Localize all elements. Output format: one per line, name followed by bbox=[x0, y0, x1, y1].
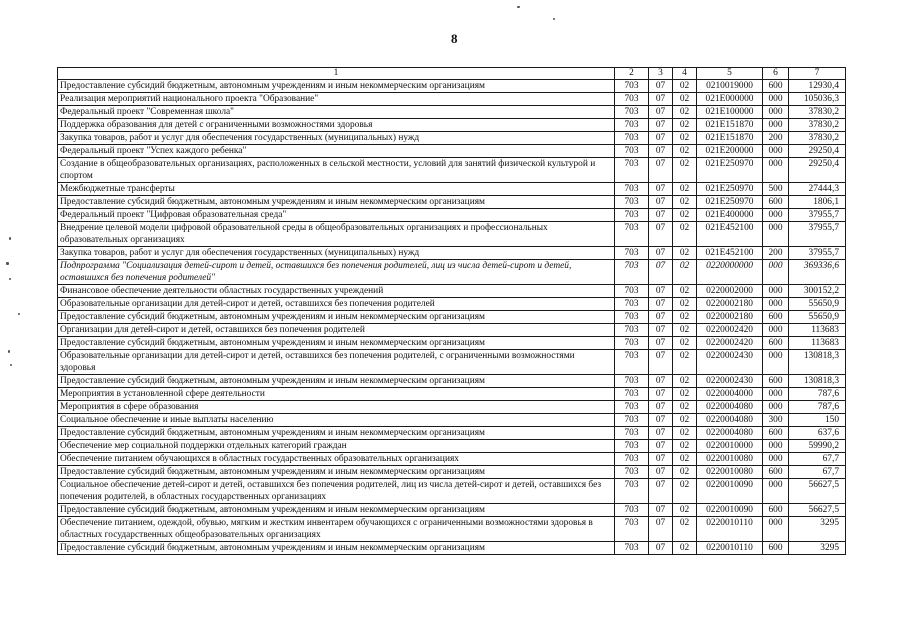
ministry-code-cell: 703 bbox=[615, 440, 649, 453]
item-name-cell: Обеспечение питанием, одеждой, обувью, мягким и жестким инвентарем обучающихся с ограниченными возможностями здоровья в областных государственных общеобразовательных организациях bbox=[58, 517, 615, 542]
ministry-code-cell: 703 bbox=[615, 260, 649, 285]
amount-cell: 113683 bbox=[789, 337, 846, 350]
table-row bbox=[58, 517, 846, 542]
subsection-code-cell: 02 bbox=[673, 466, 697, 479]
target-article-cell: 0220004080 bbox=[697, 401, 763, 414]
section-code-cell: 07 bbox=[649, 93, 673, 106]
target-article-cell: 021E000000 bbox=[697, 93, 763, 106]
section-code-cell: 07 bbox=[649, 479, 673, 504]
subsection-code-cell: 02 bbox=[673, 414, 697, 427]
subsection-code-cell: 02 bbox=[673, 285, 697, 298]
target-article-cell: 0220004000 bbox=[697, 388, 763, 401]
table-row bbox=[58, 440, 846, 453]
target-article-cell: 0220002420 bbox=[697, 324, 763, 337]
table-row bbox=[58, 466, 846, 479]
item-name-cell: Мероприятия в установленной сфере деятельности bbox=[58, 388, 615, 401]
ministry-code-cell: 703 bbox=[615, 466, 649, 479]
target-article-cell: 021E151870 bbox=[697, 119, 763, 132]
subsection-code-cell: 02 bbox=[673, 145, 697, 158]
expense-type-cell: 000 bbox=[763, 440, 789, 453]
section-code-cell: 07 bbox=[649, 158, 673, 183]
subsection-code-cell: 02 bbox=[673, 209, 697, 222]
item-name-cell: Предоставление субсидий бюджетным, автономным учреждениям и иным некоммерческим организациям bbox=[58, 427, 615, 440]
amount-cell: 637,6 bbox=[789, 427, 846, 440]
expense-type-cell: 000 bbox=[763, 401, 789, 414]
table-row bbox=[58, 209, 846, 222]
ministry-code-cell: 703 bbox=[615, 337, 649, 350]
column-header: 6 bbox=[763, 68, 789, 80]
subsection-code-cell: 02 bbox=[673, 80, 697, 93]
ministry-code-cell: 703 bbox=[615, 209, 649, 222]
budget-table bbox=[57, 67, 846, 555]
target-article-cell: 0220002430 bbox=[697, 375, 763, 388]
ministry-code-cell: 703 bbox=[615, 80, 649, 93]
item-name-cell: Социальное обеспечение детей-сирот и детей, оставшихся без попечения родителей, лиц из числа детей-сирот и детей, оставшихся без попечения родителей, в областных государственных организациях bbox=[58, 479, 615, 504]
target-article-cell: 021E452100 bbox=[697, 247, 763, 260]
subsection-code-cell: 02 bbox=[673, 388, 697, 401]
expense-type-cell: 000 bbox=[763, 388, 789, 401]
table-row bbox=[58, 479, 846, 504]
subsection-code-cell: 02 bbox=[673, 479, 697, 504]
target-article-cell: 021E100000 bbox=[697, 106, 763, 119]
table-header-row bbox=[58, 68, 846, 80]
ministry-code-cell: 703 bbox=[615, 106, 649, 119]
amount-cell: 55650,9 bbox=[789, 311, 846, 324]
item-name-cell: Предоставление субсидий бюджетным, автономным учреждениям и иным некоммерческим организациям bbox=[58, 80, 615, 93]
ministry-code-cell: 703 bbox=[615, 298, 649, 311]
expense-type-cell: 000 bbox=[763, 145, 789, 158]
item-name-cell: Предоставление субсидий бюджетным, автономным учреждениям и иным некоммерческим организациям bbox=[58, 311, 615, 324]
table-row bbox=[58, 375, 846, 388]
ministry-code-cell: 703 bbox=[615, 375, 649, 388]
table-row bbox=[58, 222, 846, 247]
subsection-code-cell: 02 bbox=[673, 196, 697, 209]
amount-cell: 300152,2 bbox=[789, 285, 846, 298]
subsection-code-cell: 02 bbox=[673, 504, 697, 517]
amount-cell: 12930,4 bbox=[789, 80, 846, 93]
ministry-code-cell: 703 bbox=[615, 324, 649, 337]
amount-cell: 787,6 bbox=[789, 388, 846, 401]
section-code-cell: 07 bbox=[649, 260, 673, 285]
item-name-cell: Межбюджетные трансферты bbox=[58, 183, 615, 196]
section-code-cell: 07 bbox=[649, 427, 673, 440]
subsection-code-cell: 02 bbox=[673, 222, 697, 247]
section-code-cell: 07 bbox=[649, 466, 673, 479]
subsection-code-cell: 02 bbox=[673, 337, 697, 350]
section-code-cell: 07 bbox=[649, 375, 673, 388]
ministry-code-cell: 703 bbox=[615, 158, 649, 183]
subsection-code-cell: 02 bbox=[673, 324, 697, 337]
amount-cell: 37830,2 bbox=[789, 119, 846, 132]
item-name-cell: Закупка товаров, работ и услуг для обеспечения государственных (муниципальных) нужд bbox=[58, 247, 615, 260]
ministry-code-cell: 703 bbox=[615, 542, 649, 555]
amount-cell: 130818,3 bbox=[789, 375, 846, 388]
expense-type-cell: 600 bbox=[763, 504, 789, 517]
target-article-cell: 0220010110 bbox=[697, 517, 763, 542]
section-code-cell: 07 bbox=[649, 388, 673, 401]
item-name-cell: Образовательные организации для детей-сирот и детей, оставшихся без попечения родителей bbox=[58, 298, 615, 311]
table-row bbox=[58, 388, 846, 401]
amount-cell: 113683 bbox=[789, 324, 846, 337]
subsection-code-cell: 02 bbox=[673, 517, 697, 542]
expense-type-cell: 000 bbox=[763, 350, 789, 375]
section-code-cell: 07 bbox=[649, 504, 673, 517]
section-code-cell: 07 bbox=[649, 132, 673, 145]
amount-cell: 130818,3 bbox=[789, 350, 846, 375]
target-article-cell: 0220002180 bbox=[697, 298, 763, 311]
target-article-cell: 021E250970 bbox=[697, 196, 763, 209]
section-code-cell: 07 bbox=[649, 247, 673, 260]
expense-type-cell: 300 bbox=[763, 414, 789, 427]
expense-type-cell: 000 bbox=[763, 209, 789, 222]
section-code-cell: 07 bbox=[649, 183, 673, 196]
ministry-code-cell: 703 bbox=[615, 401, 649, 414]
ministry-code-cell: 703 bbox=[615, 285, 649, 298]
target-article-cell: 0220010090 bbox=[697, 504, 763, 517]
expense-type-cell: 000 bbox=[763, 222, 789, 247]
item-name-cell: Федеральный проект "Успех каждого ребенка" bbox=[58, 145, 615, 158]
target-article-cell: 0220010110 bbox=[697, 542, 763, 555]
table-row bbox=[58, 453, 846, 466]
scan-speck bbox=[517, 6, 520, 8]
subsection-code-cell: 02 bbox=[673, 183, 697, 196]
amount-cell: 787,6 bbox=[789, 401, 846, 414]
target-article-cell: 0220002420 bbox=[697, 337, 763, 350]
ministry-code-cell: 703 bbox=[615, 132, 649, 145]
table-row bbox=[58, 196, 846, 209]
column-header: 5 bbox=[697, 68, 763, 80]
section-code-cell: 07 bbox=[649, 209, 673, 222]
scan-speck bbox=[8, 350, 10, 353]
subsection-code-cell: 02 bbox=[673, 298, 697, 311]
section-code-cell: 07 bbox=[649, 196, 673, 209]
amount-cell: 37955,7 bbox=[789, 247, 846, 260]
item-name-cell: Предоставление субсидий бюджетным, автономным учреждениям и иным некоммерческим организациям bbox=[58, 466, 615, 479]
section-code-cell: 07 bbox=[649, 350, 673, 375]
subsection-code-cell: 02 bbox=[673, 260, 697, 285]
target-article-cell: 021E200000 bbox=[697, 145, 763, 158]
table-row bbox=[58, 542, 846, 555]
item-name-cell: Предоставление субсидий бюджетным, автономным учреждениям и иным некоммерческим организациям bbox=[58, 196, 615, 209]
section-code-cell: 07 bbox=[649, 106, 673, 119]
target-article-cell: 0220002430 bbox=[697, 350, 763, 375]
table-row bbox=[58, 350, 846, 375]
column-header: 7 bbox=[789, 68, 846, 80]
item-name-cell: Предоставление субсидий бюджетным, автономным учреждениям и иным некоммерческим организациям bbox=[58, 375, 615, 388]
section-code-cell: 07 bbox=[649, 337, 673, 350]
target-article-cell: 0220002000 bbox=[697, 285, 763, 298]
expense-type-cell: 600 bbox=[763, 542, 789, 555]
target-article-cell: 021E151870 bbox=[697, 132, 763, 145]
target-article-cell: 0220010080 bbox=[697, 466, 763, 479]
expense-type-cell: 000 bbox=[763, 93, 789, 106]
amount-cell: 29250,4 bbox=[789, 145, 846, 158]
item-name-cell: Организации для детей-сирот и детей, оставшихся без попечения родителей bbox=[58, 324, 615, 337]
section-code-cell: 07 bbox=[649, 453, 673, 466]
expense-type-cell: 000 bbox=[763, 479, 789, 504]
amount-cell: 1806,1 bbox=[789, 196, 846, 209]
ministry-code-cell: 703 bbox=[615, 453, 649, 466]
table-row bbox=[58, 401, 846, 414]
item-name-cell: Предоставление субсидий бюджетным, автономным учреждениям и иным некоммерческим организациям bbox=[58, 542, 615, 555]
subsection-code-cell: 02 bbox=[673, 401, 697, 414]
amount-cell: 37830,2 bbox=[789, 132, 846, 145]
subsection-code-cell: 02 bbox=[673, 311, 697, 324]
amount-cell: 3295 bbox=[789, 542, 846, 555]
item-name-cell: Социальное обеспечение и иные выплаты населению bbox=[58, 414, 615, 427]
section-code-cell: 07 bbox=[649, 80, 673, 93]
section-code-cell: 07 bbox=[649, 414, 673, 427]
target-article-cell: 0220002180 bbox=[697, 311, 763, 324]
section-code-cell: 07 bbox=[649, 311, 673, 324]
item-name-cell: Реализация мероприятий национального проекта "Образование" bbox=[58, 93, 615, 106]
expense-type-cell: 000 bbox=[763, 298, 789, 311]
section-code-cell: 07 bbox=[649, 145, 673, 158]
table-row bbox=[58, 132, 846, 145]
subsection-code-cell: 02 bbox=[673, 106, 697, 119]
ministry-code-cell: 703 bbox=[615, 388, 649, 401]
section-code-cell: 07 bbox=[649, 542, 673, 555]
ministry-code-cell: 703 bbox=[615, 517, 649, 542]
table-row bbox=[58, 337, 846, 350]
ministry-code-cell: 703 bbox=[615, 427, 649, 440]
page-number: 8 bbox=[451, 31, 458, 46]
expense-type-cell: 000 bbox=[763, 517, 789, 542]
section-code-cell: 07 bbox=[649, 222, 673, 247]
table-row bbox=[58, 311, 846, 324]
amount-cell: 37955,7 bbox=[789, 209, 846, 222]
item-name-cell: Финансовое обеспечение деятельности областных государственных учреждений bbox=[58, 285, 615, 298]
target-article-cell: 0220000000 bbox=[697, 260, 763, 285]
ministry-code-cell: 703 bbox=[615, 350, 649, 375]
column-header: 1 bbox=[58, 68, 615, 80]
item-name-cell: Создание в общеобразовательных организациях, расположенных в сельской местности, условий для занятий физической культурой и спортом bbox=[58, 158, 615, 183]
table-row bbox=[58, 183, 846, 196]
subsection-code-cell: 02 bbox=[673, 93, 697, 106]
expense-type-cell: 500 bbox=[763, 183, 789, 196]
target-article-cell: 0220010000 bbox=[697, 440, 763, 453]
target-article-cell: 0210019000 bbox=[697, 80, 763, 93]
ministry-code-cell: 703 bbox=[615, 119, 649, 132]
target-article-cell: 021E452100 bbox=[697, 222, 763, 247]
amount-cell: 105036,3 bbox=[789, 93, 846, 106]
item-name-cell: Подпрограмма "Социализация детей-сирот и детей, оставшихся без попечения родителей, лиц из числа детей-сирот и детей, оставшихся без попечения родителей" bbox=[58, 260, 615, 285]
scan-speck bbox=[9, 278, 11, 280]
item-name-cell: Предоставление субсидий бюджетным, автономным учреждениям и иным некоммерческим организациям bbox=[58, 337, 615, 350]
ministry-code-cell: 703 bbox=[615, 183, 649, 196]
ministry-code-cell: 703 bbox=[615, 196, 649, 209]
table-row bbox=[58, 414, 846, 427]
subsection-code-cell: 02 bbox=[673, 375, 697, 388]
ministry-code-cell: 703 bbox=[615, 145, 649, 158]
amount-cell: 37955,7 bbox=[789, 222, 846, 247]
ministry-code-cell: 703 bbox=[615, 504, 649, 517]
item-name-cell: Федеральный проект "Современная школа" bbox=[58, 106, 615, 119]
expense-type-cell: 600 bbox=[763, 427, 789, 440]
target-article-cell: 0220004080 bbox=[697, 414, 763, 427]
amount-cell: 3295 bbox=[789, 517, 846, 542]
expense-type-cell: 000 bbox=[763, 106, 789, 119]
table-row bbox=[58, 106, 846, 119]
expense-type-cell: 000 bbox=[763, 453, 789, 466]
amount-cell: 150 bbox=[789, 414, 846, 427]
table-row bbox=[58, 247, 846, 260]
ministry-code-cell: 703 bbox=[615, 414, 649, 427]
item-name-cell: Предоставление субсидий бюджетным, автономным учреждениям и иным некоммерческим организациям bbox=[58, 504, 615, 517]
table-row bbox=[58, 80, 846, 93]
item-name-cell: Обеспечение питанием обучающихся в областных государственных образовательных организациях bbox=[58, 453, 615, 466]
expense-type-cell: 600 bbox=[763, 80, 789, 93]
scan-speck bbox=[9, 237, 11, 240]
column-header: 3 bbox=[649, 68, 673, 80]
item-name-cell: Федеральный проект "Цифровая образовательная среда" bbox=[58, 209, 615, 222]
item-name-cell: Поддержка образования для детей с ограниченными возможностями здоровья bbox=[58, 119, 615, 132]
amount-cell: 67,7 bbox=[789, 466, 846, 479]
expense-type-cell: 200 bbox=[763, 247, 789, 260]
scan-speck bbox=[10, 364, 12, 366]
target-article-cell: 021E250970 bbox=[697, 158, 763, 183]
amount-cell: 67,7 bbox=[789, 453, 846, 466]
expense-type-cell: 600 bbox=[763, 196, 789, 209]
target-article-cell: 0220010080 bbox=[697, 453, 763, 466]
subsection-code-cell: 02 bbox=[673, 247, 697, 260]
table-row bbox=[58, 260, 846, 285]
amount-cell: 27444,3 bbox=[789, 183, 846, 196]
table-row bbox=[58, 427, 846, 440]
table-row bbox=[58, 145, 846, 158]
subsection-code-cell: 02 bbox=[673, 453, 697, 466]
amount-cell: 59990,2 bbox=[789, 440, 846, 453]
amount-cell: 56627,5 bbox=[789, 479, 846, 504]
ministry-code-cell: 703 bbox=[615, 311, 649, 324]
section-code-cell: 07 bbox=[649, 119, 673, 132]
expense-type-cell: 000 bbox=[763, 158, 789, 183]
expense-type-cell: 000 bbox=[763, 285, 789, 298]
table-row bbox=[58, 119, 846, 132]
expense-type-cell: 000 bbox=[763, 324, 789, 337]
section-code-cell: 07 bbox=[649, 440, 673, 453]
subsection-code-cell: 02 bbox=[673, 158, 697, 183]
section-code-cell: 07 bbox=[649, 401, 673, 414]
amount-cell: 37830,2 bbox=[789, 106, 846, 119]
scan-speck bbox=[18, 313, 20, 315]
target-article-cell: 0220004080 bbox=[697, 427, 763, 440]
ministry-code-cell: 703 bbox=[615, 247, 649, 260]
target-article-cell: 0220010090 bbox=[697, 479, 763, 504]
expense-type-cell: 000 bbox=[763, 119, 789, 132]
section-code-cell: 07 bbox=[649, 285, 673, 298]
item-name-cell: Внедрение целевой модели цифровой образовательной среды в общеобразовательных организациях и профессиональных образовательных организациях bbox=[58, 222, 615, 247]
expense-type-cell: 000 bbox=[763, 260, 789, 285]
table-row bbox=[58, 298, 846, 311]
item-name-cell: Образовательные организации для детей-сирот и детей, оставшихся без попечения родителей, с ограниченными возможностями здоровья bbox=[58, 350, 615, 375]
table-row bbox=[58, 504, 846, 517]
column-header: 4 bbox=[673, 68, 697, 80]
target-article-cell: 021E400000 bbox=[697, 209, 763, 222]
ministry-code-cell: 703 bbox=[615, 479, 649, 504]
ministry-code-cell: 703 bbox=[615, 93, 649, 106]
section-code-cell: 07 bbox=[649, 324, 673, 337]
expense-type-cell: 600 bbox=[763, 466, 789, 479]
subsection-code-cell: 02 bbox=[673, 542, 697, 555]
item-name-cell: Закупка товаров, работ и услуг для обеспечения государственных (муниципальных) нужд bbox=[58, 132, 615, 145]
amount-cell: 29250,4 bbox=[789, 158, 846, 183]
amount-cell: 369336,6 bbox=[789, 260, 846, 285]
subsection-code-cell: 02 bbox=[673, 350, 697, 375]
expense-type-cell: 200 bbox=[763, 132, 789, 145]
expense-type-cell: 600 bbox=[763, 337, 789, 350]
section-code-cell: 07 bbox=[649, 517, 673, 542]
scan-speck bbox=[553, 18, 555, 20]
amount-cell: 56627,5 bbox=[789, 504, 846, 517]
subsection-code-cell: 02 bbox=[673, 119, 697, 132]
amount-cell: 55650,9 bbox=[789, 298, 846, 311]
target-article-cell: 021E250970 bbox=[697, 183, 763, 196]
item-name-cell: Мероприятия в сфере образования bbox=[58, 401, 615, 414]
expense-type-cell: 600 bbox=[763, 311, 789, 324]
table-row bbox=[58, 324, 846, 337]
expense-type-cell: 600 bbox=[763, 375, 789, 388]
table-row bbox=[58, 93, 846, 106]
table-row bbox=[58, 158, 846, 183]
subsection-code-cell: 02 bbox=[673, 427, 697, 440]
scan-speck bbox=[6, 262, 9, 265]
column-header: 2 bbox=[615, 68, 649, 80]
subsection-code-cell: 02 bbox=[673, 132, 697, 145]
table-row bbox=[58, 285, 846, 298]
section-code-cell: 07 bbox=[649, 298, 673, 311]
item-name-cell: Обеспечение мер социальной поддержки отдельных категорий граждан bbox=[58, 440, 615, 453]
subsection-code-cell: 02 bbox=[673, 440, 697, 453]
ministry-code-cell: 703 bbox=[615, 222, 649, 247]
